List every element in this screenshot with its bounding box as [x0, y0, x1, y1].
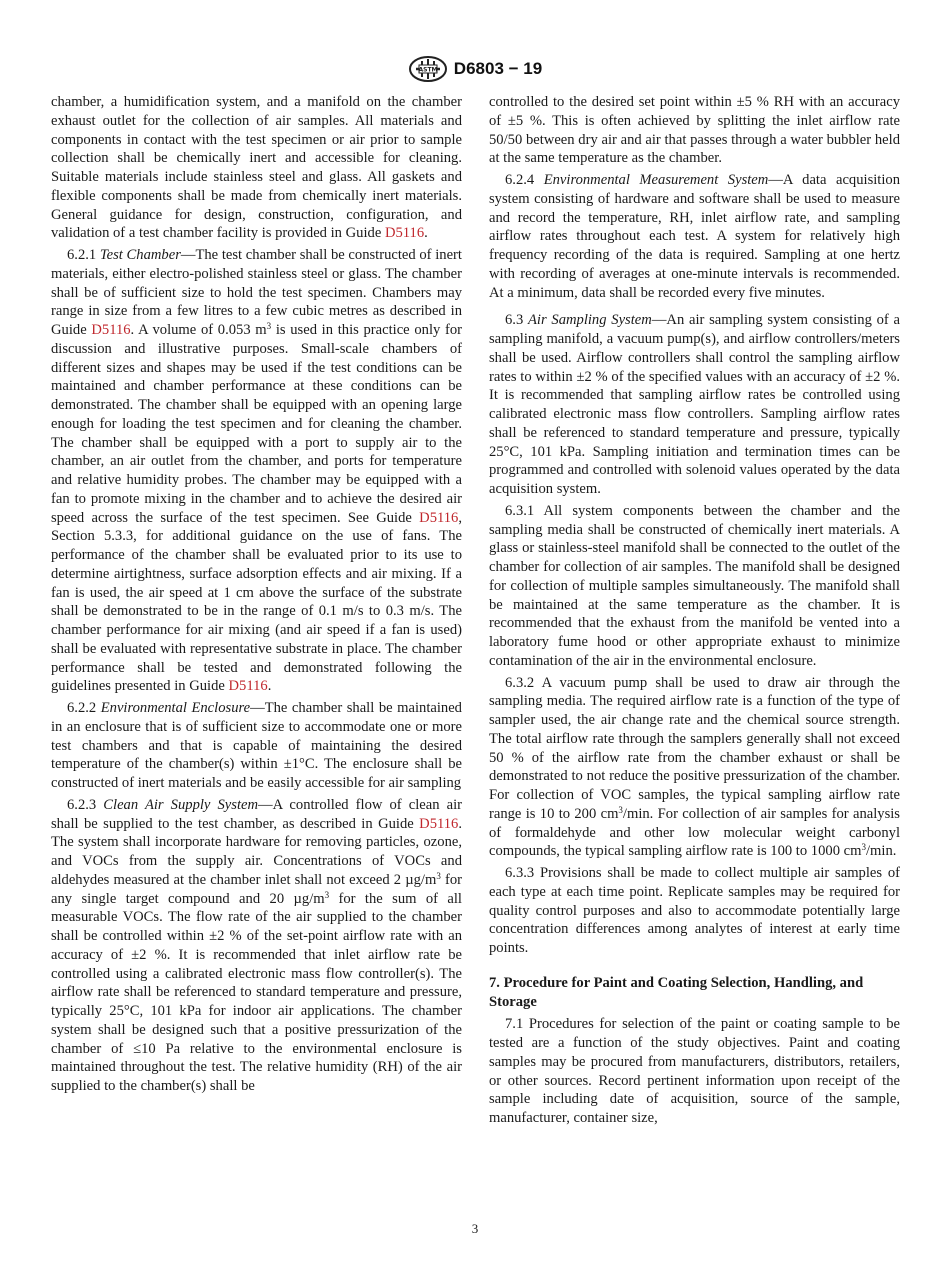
page-header	[0, 54, 950, 84]
paragraph: chamber, a humidification system, and a manifold on the chamber exhaust outlet for the collection of air samples. All materials and components in contact with the test specimen or air prior to sample collection shall be chemically inert and accessible for cleaning. Suitable materials include stainless steel and glass. All gaskets and flexible components shall be made from chemically inert materials. General guidance for design, construction, configuration, and validation of a test chamber facility is provided in Guide D5116.	[51, 94, 462, 242]
paragraph-6-3-1: 6.3.1 All system components between the chamber and the sampling media shall be constructed of chemically inert materials. A glass or stainless-steel manifold shall be connected to the outlet of the chamber for collection of air samples. The manifold shall be designed for collection of multiple samples simultaneously. The manifold shall be maintained at the same temperature as the chamber. It is recommended that the exhaust from the manifold be vented into a laboratory fume hood or other appropriate exhaust to minimize contamination of the air in the environmental enclosure.	[489, 502, 900, 669]
document-id: D6803 − 19	[453, 59, 543, 78]
paragraph-6-2-3: 6.2.3 Clean Air Supply System—A controlled flow of clean air shall be supplied to the test chamber, as described in Guide D5116. The system shall incorporate hardware for removing particles, ozone, and VOCs from the supply air. Concentrations of VOCs and aldehydes measured at the chamber inlet shall not exceed 2 $\mu g/m^3$ for any single target compound and 20 $\mu g/m^3$ for the sum of all measurable VOCs. The flow rate of the air supplied to the chamber shall be controlled within ±2 % of the set-point airflow rate with an accuracy of ±2 %. It is recommended that inlet airflow rate be controlled using a calibrated electronic mass flow controller(s). The airflow rate shall be referenced to standard temperature and pressure, typically 25°C, 101 kPa for indoor air applications. The chamber system shall be designed such that a positive pressurization of the chamber of ≤10 Pa relative to the environmental enclosure is maintained throughout the test. The relative humidity (RH) of the air supplied to the chamber(s) shall be	[51, 796, 463, 1094]
astm-logo-icon	[408, 55, 448, 83]
reference-link[interactable]: D5116	[419, 509, 459, 526]
left-column	[51, 93, 462, 1099]
reference-link[interactable]: D5116	[384, 225, 425, 242]
section-title: Environmental Enclosure	[100, 700, 251, 716]
paragraph-6-2-2: 6.2.2 Environmental Enclosure—The chamber shall be maintained in an enclosure that is of sufficient size to accommodate one or more test chambers and that is capable of maintaining the desired temperature of the chamber(s) within ±1°C. The enclosure shall be constructed of inert materials and be easily accessible for air sampling	[51, 700, 462, 791]
section-title: Environmental Measurement System	[543, 172, 769, 188]
paragraph-6-3: 6.3 Air Sampling System—An air sampling system consisting of a sampling manifold, a vacuum pump(s), and airflow controllers/meters shall be used. Airflow controllers shall control the sampling airflow rates to within ±2 % of the specified values with an accuracy of ±2 %. It is recommended that sampling airflow rates be controlled using calibrated electronic mass flow controllers. Sampling airflow rates shall be referenced to standard temperature and pressure, typically 25°C, 101 kPa. Sampling initiation and termination times can be programmed and controlled with solenoid values operated by the data acquisition system.	[489, 312, 900, 497]
section-title: Air Sampling System	[528, 312, 652, 329]
reference-link[interactable]: D5116	[419, 815, 459, 832]
reference-link[interactable]: D5116	[228, 678, 268, 695]
paragraph-6-3-2: 6.3.2 A vacuum pump shall be used to draw air through the sampling media. The required airflow rate is a function of the type of sampler used, the air change rate and the chemical source strength. The total airflow rate through the samplers generally shall not exceed 50 % of the airflow rate from the chamber exhaust or shall be demonstrated to not reduce the positive pressurization of the chamber. For collection of VOC samples, the typical sampling airflow rate range is 10 to 200 $cm^3/\min$. For collection of air samples for analysis of formaldehyde and other low molecular weight carbonyl compounds, the typical sampling airflow rate is 100 to 1000 $cm^3/\min$.	[489, 674, 900, 860]
paragraph-6-2-4: 6.2.4 Environmental Measurement System—A data acquisition system consisting of hardware and software shall be used to measure and record the temperature, RH, inlet airflow rate, and sampling airflow rates throughout each test. A system for relatively high frequency recording of the data is required. Sampling at one hertz with recording of averages at one-minute intervals is recommended. At a minimum, data shall be recorded every five minutes.	[489, 172, 901, 301]
section-heading-7: 7. Procedure for Paint and Coating Selection, Handling, and Storage	[489, 974, 864, 1010]
reference-link[interactable]: D5116	[91, 322, 131, 338]
paragraph-7-1: 7.1 Procedures for selection of the paint or coating sample to be tested are a function of the study objectives. Paint and coating samples may be procured from manufacturers, distributors, retailers, or other sources. Record pertinent information upon receipt of the sample including date of acquisition, source of the sample, manufacturer, container size,	[489, 1016, 900, 1126]
paragraph: controlled to the desired set point within ±5 % RH with an accuracy of ±5 %. This is often achieved by splitting the inlet airflow rate 50/50 between dry air and air that passes through a water bubbler held at the same temperature as the chamber.	[489, 94, 900, 167]
page-number: 3	[471, 1221, 479, 1236]
right-column	[489, 93, 900, 1131]
paragraph-6-2-1: 6.2.1 Test Chamber—The test chamber shall be constructed of inert materials, either electro-polished stainless steel or glass. The chamber shall be of sufficient size to hold the test specimen. Chambers may range in size from a few litres to a few cubic metres as described in Guide D5116. A volume of 0.053 $m^3$ is used in this practice only for discussion and illustrative purposes. Small-scale chambers of different sizes and shapes may be used if the test conditions can be maintained and chamber performance at these conditions can be demonstrated. The chamber shall be equipped with an opening large enough for loading the test specimen and for cleaning the chamber. The chamber shall be equipped with a port to supply air to the chamber, an air outlet from the chamber, and ports for temperature and relative humidity probes. The chamber may be equipped with a fan to promote mixing in the chamber and to achieve the desired air speed across the surface of the test specimen. See Guide D5116, Section 5.3.3, for additional guidance on the use of fans. The performance of the chamber shall be evaluated prior to its use to determine airtightness, surface adsorption effects and air mixing. If a fan is used, the air speed at 1 cm above the surface of the substrate shall be demonstrated to be in the range of 0.1 m/s to 0.3 m/s. The chamber performance for air mixing (and air speed if a fan is used) shall be evaluated with representative substrate in place. The chamber performance shall be tested and demonstrated following the guidelines presented in Guide D5116.	[51, 247, 462, 695]
paragraph-6-3-3: 6.3.3 Provisions shall be made to collect multiple air samples of each type at each time point. Replicate samples may be required for quality control purposes and also to accommodate potentially large concentration differences among analytes of interest at early time points.	[489, 865, 900, 956]
section-title: Test Chamber	[99, 247, 181, 263]
section-title: Clean Air Supply System	[103, 796, 259, 813]
svg-text:ASTM: ASTM	[418, 66, 438, 74]
